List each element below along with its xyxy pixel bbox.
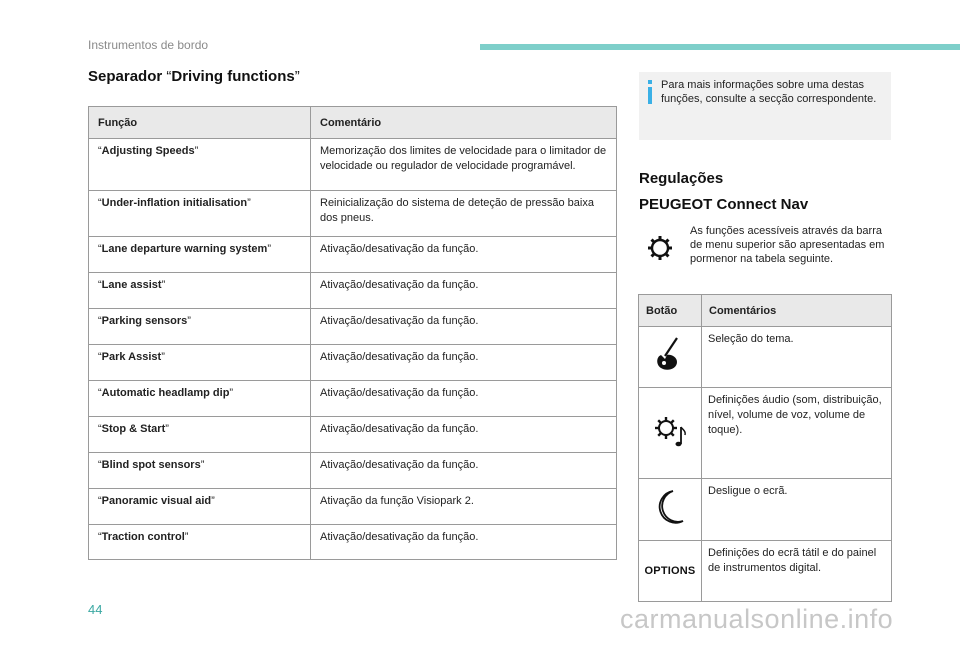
function-name: “Parking sensors”: [89, 309, 311, 345]
function-comment: Ativação/desativação da função.: [311, 417, 617, 453]
table-row: [639, 479, 892, 541]
function-name: “Lane assist”: [89, 273, 311, 309]
table-row: [89, 273, 617, 309]
function-name: “Blind spot sensors”: [89, 453, 311, 489]
function-name: “Panoramic visual aid”: [89, 489, 311, 525]
button-comment: Definições áudio (som, distribuição, nível, volume de voz, volume de toque).: [702, 388, 892, 479]
info-box: [639, 72, 891, 140]
function-comment: Ativação/desativação da função.: [311, 381, 617, 417]
regulacoes-intro: As funções acessíveis através da barra de menu superior são apresentadas em pormenor na tabela seguinte.: [690, 225, 885, 265]
connect-nav-heading: PEUGEOT Connect Nav: [639, 196, 809, 213]
section-open-quote: “: [166, 68, 172, 85]
section-title-prefix: Separador: [88, 68, 167, 85]
column-header-comment: Comentário: [311, 107, 617, 139]
theme-brush-icon: [639, 327, 702, 388]
info-text: Para mais informações sobre uma destas funções, consulte a secção correspondente.: [661, 79, 877, 105]
watermark: carmanualsonline.info: [620, 604, 894, 634]
running-header: Instrumentos de bordo: [88, 38, 209, 52]
function-comment: Ativação/desativação da função.: [311, 309, 617, 345]
table-row: [639, 541, 892, 602]
button-comment: Seleção do tema.: [702, 327, 892, 388]
function-comment: Ativação/desativação da função.: [311, 345, 617, 381]
button-comment: Desligue o ecrã.: [702, 479, 892, 541]
table-row: [89, 139, 617, 191]
table-row: [89, 453, 617, 489]
function-name: “Automatic headlamp dip”: [89, 381, 311, 417]
page-number: 44: [88, 602, 103, 617]
functions-table-header: [89, 107, 617, 139]
function-name: “Stop & Start”: [89, 417, 311, 453]
table-row: [89, 525, 617, 560]
header-accent-bar: [480, 44, 960, 50]
options-label: OPTIONS: [644, 564, 696, 577]
table-row: [89, 489, 617, 525]
function-name: “Park Assist”: [89, 345, 311, 381]
function-name: “Adjusting Speeds”: [89, 139, 311, 191]
column-header-function: Função: [89, 107, 311, 139]
function-comment: Memorização dos limites de velocidade para o limitador de velocidade ou regulador de velocidade programável.: [311, 139, 617, 191]
buttons-table: [638, 294, 892, 602]
section-title-name: Driving functions: [171, 68, 295, 85]
function-comment: Ativação/desativação da função.: [311, 453, 617, 489]
button-comment: Definições do ecrã tátil e do painel de instrumentos digital.: [702, 541, 892, 602]
function-name: “Lane departure warning system”: [89, 237, 311, 273]
function-name: “Under-inflation initialisation”: [89, 191, 311, 237]
info-icon-bar: [648, 87, 652, 104]
table-row: [639, 388, 892, 479]
column-header-comments: Comentários: [702, 295, 892, 327]
function-comment: Ativação/desativação da função.: [311, 237, 617, 273]
function-comment: Ativação/desativação da função.: [311, 273, 617, 309]
function-comment: Reinicialização do sistema de deteção de pressão baixa dos pneus.: [311, 191, 617, 237]
screen-off-moon-icon: [639, 479, 702, 541]
table-row: [89, 191, 617, 237]
function-name: “Traction control”: [89, 525, 311, 560]
table-row: [89, 345, 617, 381]
section-title: [88, 68, 300, 85]
info-icon: [648, 80, 652, 84]
function-comment: Ativação/desativação da função.: [311, 525, 617, 560]
table-row: [89, 309, 617, 345]
table-row: [89, 237, 617, 273]
options-icon: [639, 541, 702, 602]
regulacoes-heading: Regulações: [639, 170, 724, 187]
buttons-table-header: [639, 295, 892, 327]
column-header-button: Botão: [639, 295, 702, 327]
section-close-quote: ”: [294, 68, 300, 85]
functions-table: [88, 106, 617, 560]
table-row: [89, 381, 617, 417]
audio-settings-icon: [639, 388, 702, 479]
settings-gear-icon: [646, 234, 674, 267]
table-row: [89, 417, 617, 453]
function-comment: Ativação da função Visiopark 2.: [311, 489, 617, 525]
table-row: [639, 327, 892, 388]
